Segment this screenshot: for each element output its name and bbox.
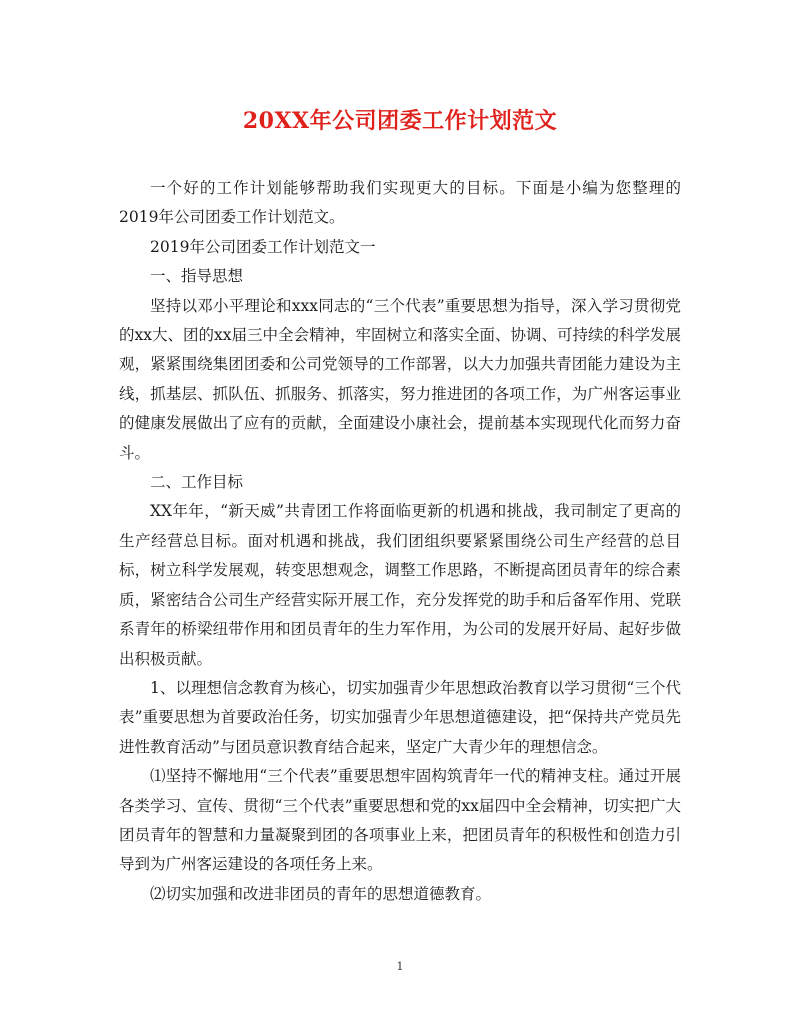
paragraph-work-goals: XX年年，“新天威”共青团工作将面临更新的机遇和挑战，我司制定了更高的生产经营总目标。面对机遇和挑战，我们团组织要紧紧围绕公司生产经营的总目标，树立科学发展观，转变思想观念，调整工作思路，不断提高团员青年的综合素质，紧密结合公司生产经营实际开展工作，充分发挥党的助手和后备军作用、党联系青年的桥梁纽带作用和团员青年的生力军作用，为公司的发展开好局、起好步做出积极贡献。 (119, 502, 681, 668)
paragraph-intro: 一个好的工作计划能够帮助我们实现更大的目标。下面是小编为您整理的2019年公司团委工作计划范文。 (119, 179, 681, 227)
page-number: 1 (396, 960, 404, 973)
paragraph-guiding-ideology: 坚持以邓小平理论和xxx同志的“三个代表”重要思想为指导，深入学习贯彻党的xx大、团的xx届三中全会精神，牢固树立和落实全面、协调、可持续的科学发展观，紧紧围绕集团团委和公司党领导的工作部署，以大力加强共青团能力建设为主线，抓基层、抓队伍、抓服务、抓落实，努力推进团的各项工作，为广州客运事业的健康发展做出了应有的贡献，全面建设小康社会，提前基本实现现代化而努力奋斗。 (119, 296, 681, 462)
heading-guiding-ideology: 一、指导思想 (150, 267, 244, 286)
document-body (119, 174, 681, 909)
heading-work-goals: 二、工作目标 (150, 473, 244, 492)
paragraph-subitem-2: ⑵切实加强和改进非团员的青年的思想道德教育。 (150, 884, 492, 903)
paragraph-subitem-1: ⑴坚持不懈地用“三个代表”重要思想牢固构筑青年一代的精神支柱。通过开展各类学习、宣传、贯彻“三个代表”重要思想和党的xx届四中全会精神，切实把广大团员青年的智慧和力量凝聚到团的各项事业上来，把团员青年的积极性和创造力引导到为广州客运建设的各项任务上来。 (119, 767, 681, 874)
paragraph-subtitle: 2019年公司团委工作计划范文一 (150, 237, 376, 256)
paragraph-item-1: 1、以理想信念教育为核心，切实加强青少年思想政治教育以学习贯彻“三个代表”重要思想为首要政治任务，切实加强青少年思想道德建设，把“保持共产党员先进性教育活动”与团员意识教育结合起来，坚定广大青少年的理想信念。 (119, 678, 681, 756)
document-title: 20XX年公司团委工作计划范文 (242, 108, 558, 134)
